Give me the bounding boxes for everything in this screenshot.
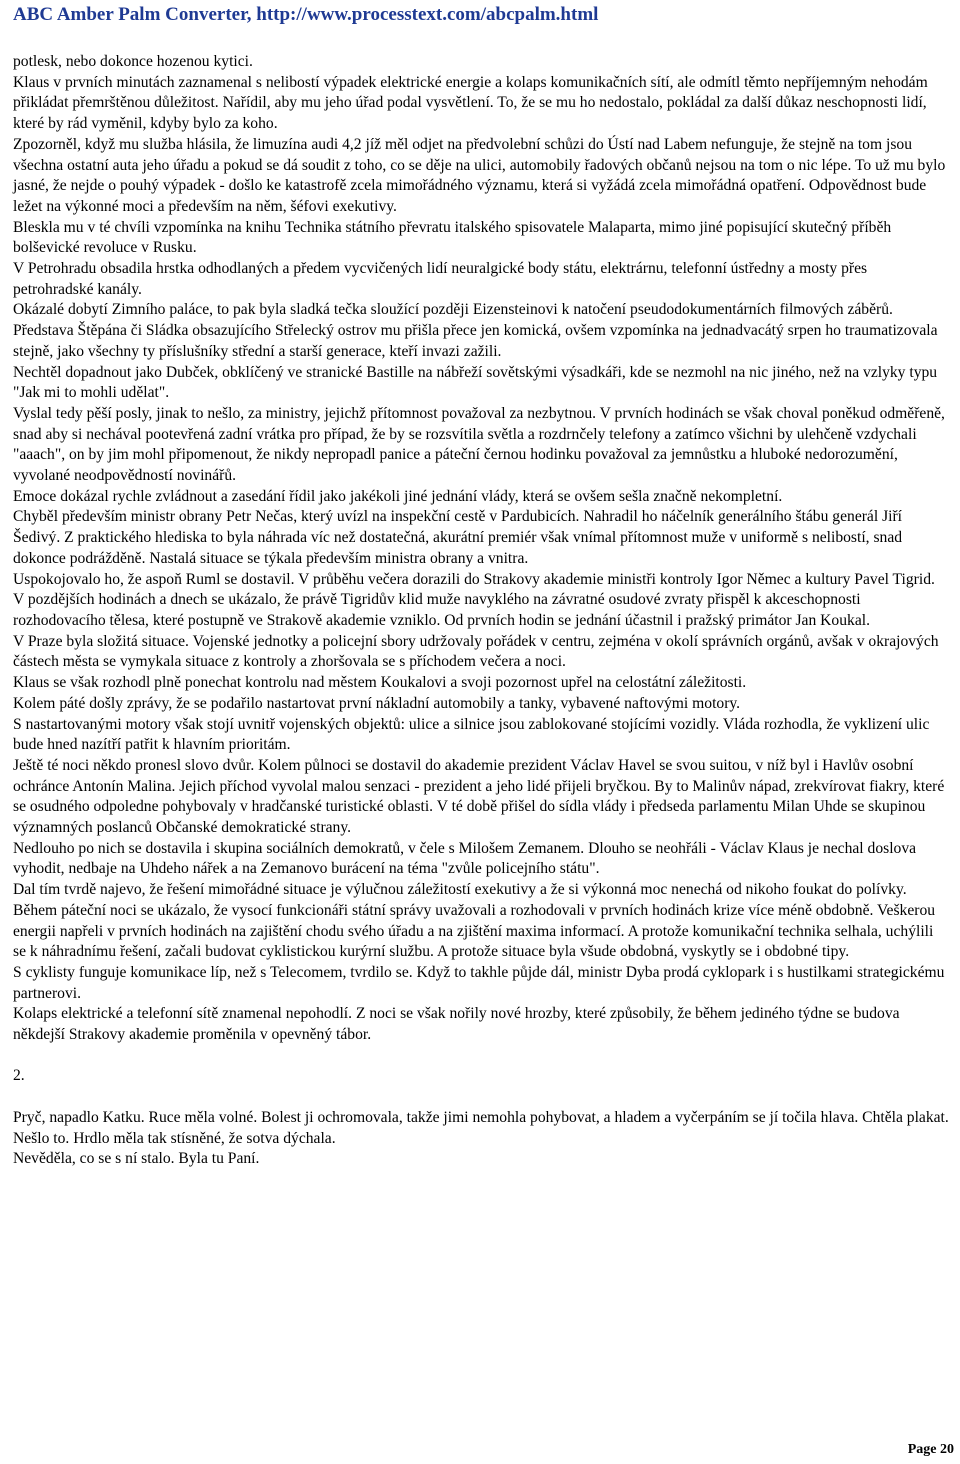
page-number: Page 20 (907, 1442, 954, 1457)
paragraph: Klaus v prvních minutách zaznamenal s nelibostí výpadek elektrické energie a kolaps komunikačních sítí, ale odmítl těmto nepříjemným nehodám přikládat přemrštěnou důležitost. Nařídil, aby mu jeho úřad podal vysvětlení. To, že se mu ho nedostalo, pokládal za další důkaz neschopnosti lidí, které by rád vyměnil, kdyby bylo za koho. (13, 73, 928, 133)
paragraph: V Praze byla složitá situace. Vojenské jednotky a policejní sbory udržovaly pořádek v centru, zejména v okolí správních orgánů, avšak v okrajových částech města se vymykala situace z kontroly a zhoršovala se s příchodem večera a noci. (13, 632, 939, 671)
document-body (13, 52, 949, 1170)
paragraph: Kolem páté došly zprávy, že se podařilo nastartovat první nákladní automobily a tanky, vybavené naftovými motory. (13, 694, 741, 712)
paragraph: Zpozorněl, když mu služba hlásila, že limuzína audi 4,2 jíž měl odjet na předvolební schůzi do Ústí nad Labem nefunguje, že stejně na tom jsou všechna ostatní auta jeho úřadu a pokud se dá soudit z toho, co se děje na ulici, automobily řadových občanů nejsou na tom o nic lépe. To už mu bylo jasné, že nejde o pouhý výpadek - došlo ke katastrofě zcela mimořádného významu, která si vyžádá zcela mimořádná opatření. Odpovědnost bude ležet na výkonné moci a především na něm, šéfovi exekutivy. (13, 135, 946, 215)
paragraph: S nastartovanými motory však stojí uvnitř vojenských objektů: ulice a silnice jsou zablokované stojícími vozidly. Vláda rozhodla, že vyklizení ulic bude hned nazítří patřit k hlavním prioritám. (13, 715, 930, 754)
paragraph: Klaus se však rozhodl plně ponechat kontrolu nad městem Koukalovi a svoji pozornost upřel na celostátní záležitosti. (13, 674, 747, 692)
blank-line (13, 1087, 949, 1108)
paragraph: Chyběl především ministr obrany Petr Nečas, který uvízl na inspekční cestě v Pardubicích. Nahradil ho náčelník generálního štábu generál Jiří Šedivý. Z praktického hlediska to byla náhrada víc než dostatečná, akurátní premiér však vnímal přítomnost muže v uniformě s nelibostí, snad dokonce podrážděně. Nastalá situace se týkala především ministra obrany a vnitra. (13, 508, 903, 567)
chapter-number: 2. (13, 1067, 25, 1085)
paragraph: Emoce dokázal rychle zvládnout a zasedání řídil jako jakékoli jiné jednání vlády, která se ovšem sešla značně nekompletní. (13, 487, 783, 505)
paragraph: V Petrohradu obsadila hrstka odhodlaných a předem vycvičených lidí neuralgické body státu, elektrárnu, telefonní ústředny a mosty přes petrohradské kanály. (13, 260, 868, 298)
paragraph: Okázalé dobytí Zimního paláce, to pak byla sladká tečka sloužící později Eizensteinovi k natočení pseudodokumentárních filmových záběrů. (13, 301, 893, 319)
blank-line (13, 1046, 949, 1067)
paragraph: Nedlouho po nich se dostavila i skupina sociálních demokratů, v čele s Milošem Zemanem. Dlouho se neohřáli - Václav Klaus je nechal doslova vyhodit, nedbaje na Uhdeho nářek a na Zemanovo burácení na téma "zvůle policejního státu". (13, 839, 917, 878)
paragraph: Ještě té noci někdo pronesl slovo dvůr. Kolem půlnoci se dostavil do akademie prezident Václav Havel se svou suitou, v níž byl i Havlův osobní ochránce Antonín Malina. Jejich příchod vyvolal malou senzaci - prezident a jeho lidé přijeli bryčkou. By to Malinův nápad, zrekvírovat fiakry, které se osudného odpoledne pohybovaly v hradčanské turistické oblasti. V té době přišel do sídla vlády i předseda parlamentu Milan Uhde se skupinou významných poslanců Občanské demokratické strany. (13, 756, 945, 837)
paragraph: Dal tím tvrdě najevo, že řešení mimořádné situace je výlučnou záležitostí exekutivy a že si výkonná moc nenechá od nikoho foukat do polívky. (13, 881, 907, 899)
paragraph: Nechtěl dopadnout jako Dubček, obklíčený ve stranické Bastille na nábřeží sovětskými výsadkáři, kde se nezmohl na nic jiného, než na vzlyky typu "Jak mi to mohli udělat". (13, 363, 938, 402)
paragraph: Bleskla mu v té chvíli vzpomínka na knihu Technika státního převratu italského spisovatele Malaparta, mimo jiné popisující skutečný příběh bolševické revoluce v Rusku. (13, 218, 892, 257)
paragraph: potlesk, nebo dokonce hozenou kytici. (13, 53, 253, 70)
paragraph: Vyslal tedy pěší posly, jinak to nešlo, za ministry, jejichž přítomnost považoval za nezbytnou. V prvních hodinách se však choval poněkud odměřeně, snad aby si nechával pootevřená zadní vrátka pro případ, že by se rozsvítila světla a rozdrnčely telefony a zatímco všichni by ulehčeně vzdychali "aaach", on by jim mohl připomenout, že nikdy nepropadl panice a páteční černou hodinku považoval za jemnůstku a hluboké nedorozumění, vyvolané neodpovědností novinářů. (13, 404, 945, 485)
paragraph: Kolaps elektrické a telefonní sítě znamenal nepohodlí. Z noci se však nořily nové hrozby, které způsobily, že během jediného týdne se budova někdejší Strakovy akademie proměnila v opevněný tábor. (13, 1005, 900, 1044)
paragraph: Pryč, napadlo Katku. Ruce měla volné. Bolest ji ochromovala, takže jimi nemohla pohybovat, a hladem a vyčerpáním se jí točila hlava. Chtěla plakat. Nešlo to. Hrdlo měla tak stísněné, že sotva dýchala. (13, 1108, 949, 1147)
paragraph: S cyklisty funguje komunikace líp, než s Telecomem, tvrdilo se. Když to takhle půjde dál, ministr Dyba prodá cyklopark i s hustilkami strategickému partnerovi. (13, 963, 945, 1002)
page-header-title: ABC Amber Palm Converter, http://www.processtext.com/abcpalm.html (13, 4, 599, 25)
paragraph: Uspokojovalo ho, že aspoň Ruml se dostavil. V průběhu večera dorazili do Strakovy akademie ministři kontroly Igor Němec a kultury Pavel Tigrid. V pozdějších hodinách a dnech se ukázalo, že právě Tigridův klid muže navyklého na závratné osudové zvraty přispěl k akceschopnosti rozhodovacího tělesa, které postupně ve Strakově akademie vzniklo. Od prvních hodin se jednání účastnil i pražský primátor Jan Koukal. (13, 570, 935, 629)
paragraph: Nevěděla, co se s ní stalo. Byla tu Paní. (13, 1150, 260, 1168)
paragraph: Představa Štěpána či Sládka obsazujícího Střelecký ostrov mu přišla přece jen komická, ovšem vzpomínka na jednadvacátý srpen ho traumatizovala stejně, jako všechny ty příslušníky střední a starší generace, kteří invazi zažili. (13, 322, 938, 360)
paragraph: Během páteční noci se ukázalo, že vysocí funkcionáři státní správy uvažovali a rozhodovali v prvních hodinách krize více méně obdobně. Veškerou energii napřeli v prvních hodinách na zajištění chodu svého úřadu a na zjištění maxima informací. A protože komunikační technika selhala, uchýlili se k náhradnímu řešení, začali budovat cyklistickou kurýrní službu. A protože situace byla všude obdobná, vyskytly se i obdobné tipy. (13, 901, 936, 961)
